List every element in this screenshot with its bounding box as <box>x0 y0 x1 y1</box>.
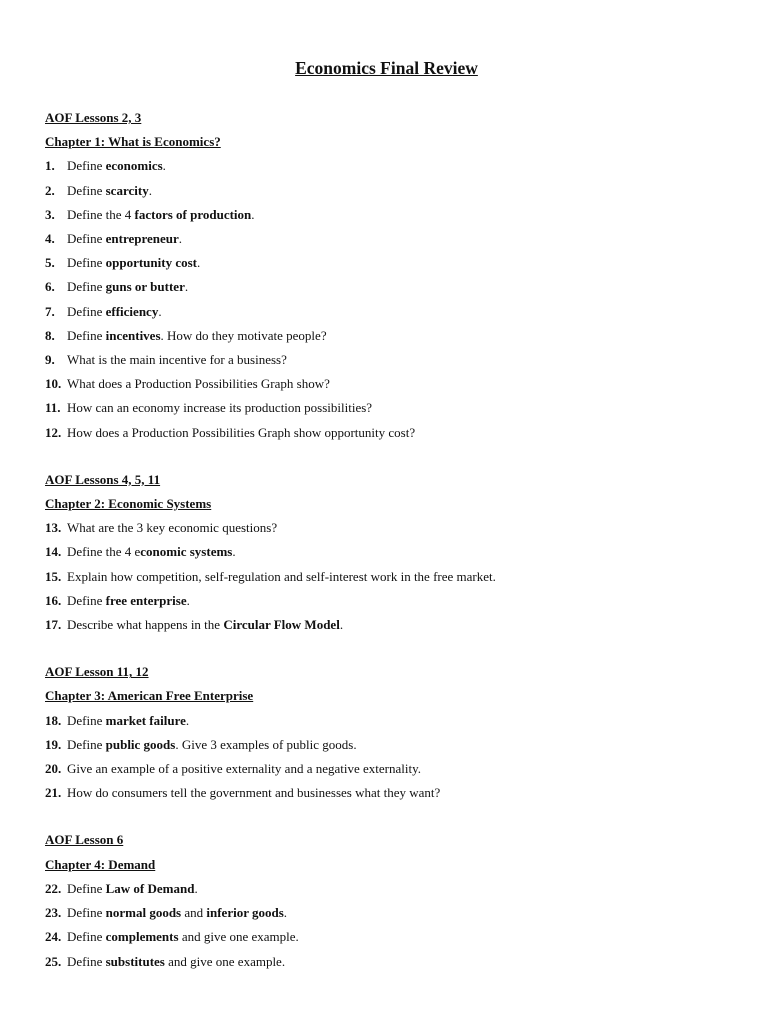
text-segment: . <box>158 303 162 319</box>
text-segment: Define <box>67 929 106 945</box>
question-text <box>67 300 162 324</box>
text-segment: . <box>178 231 183 247</box>
question-text <box>67 421 415 445</box>
question-number: 9. <box>45 352 55 368</box>
question-text <box>67 781 440 805</box>
bold-term: substitutes <box>105 953 165 969</box>
text-segment: Give an example of a positive externality and a negative externality. <box>67 761 421 777</box>
bold-term: scarcity <box>105 182 149 198</box>
bold-term: opportunity cost <box>105 255 197 271</box>
bold-term: entrepreneur <box>105 231 179 247</box>
bold-term: complements <box>105 929 179 945</box>
bold-term: Law of Demand <box>105 880 195 896</box>
text-segment: . <box>197 255 201 271</box>
question-text <box>67 565 496 589</box>
question-text <box>67 275 188 299</box>
question-item <box>45 925 728 949</box>
chapter-heading: Chapter 2: Economic Systems <box>45 496 212 512</box>
question-text <box>67 154 166 178</box>
question-number: 8. <box>45 327 55 343</box>
question-item <box>45 251 728 275</box>
question-number: 10. <box>45 376 62 392</box>
text-segment: Define <box>67 880 106 896</box>
question-item <box>45 203 728 227</box>
text-segment: Define <box>67 158 106 174</box>
question-item <box>45 372 728 396</box>
text-segment: . <box>148 182 152 198</box>
review-section <box>45 660 728 805</box>
question-item <box>45 781 728 805</box>
text-segment: What does a Production Possibilities Graph show? <box>67 376 330 392</box>
review-section <box>45 828 728 973</box>
question-item <box>45 565 728 589</box>
text-segment: . Give 3 examples of public goods. <box>175 736 357 752</box>
question-text <box>67 179 152 203</box>
text-segment: How can an economy increase its production possibilities? <box>67 400 373 416</box>
question-number: 4. <box>45 231 55 247</box>
question-item <box>45 300 728 324</box>
text-segment: . <box>232 544 236 560</box>
chapter-heading: Chapter 1: What is Economics? <box>45 134 221 150</box>
bold-term: conomic systems <box>140 544 233 560</box>
text-segment: Define <box>67 712 106 728</box>
text-segment: . <box>185 712 190 728</box>
question-item <box>45 421 728 445</box>
chapter-heading: Chapter 4: Demand <box>45 856 156 872</box>
lessons-heading: AOF Lesson 11, 12 <box>45 664 149 680</box>
text-segment: and <box>181 905 207 921</box>
text-segment: . <box>162 158 166 174</box>
question-text <box>67 372 330 396</box>
question-text <box>67 925 299 949</box>
question-item <box>45 154 728 178</box>
question-item <box>45 709 728 733</box>
text-segment: and give one example. <box>164 953 286 969</box>
bold-term: efficiency <box>105 303 159 319</box>
question-item <box>45 227 728 251</box>
bold-term: public goods <box>105 736 176 752</box>
question-item <box>45 348 728 372</box>
question-item <box>45 901 728 925</box>
review-section <box>45 468 728 637</box>
question-number: 23. <box>45 905 62 921</box>
text-segment: and give one example. <box>178 929 299 945</box>
question-item <box>45 877 728 901</box>
text-segment: Describe what happens in the <box>67 617 224 633</box>
text-segment: . How do they motivate people? <box>160 327 327 343</box>
question-number: 3. <box>45 206 55 222</box>
bold-term: inferior goods <box>206 905 284 921</box>
lessons-heading: AOF Lessons 2, 3 <box>45 110 142 125</box>
question-number: 11. <box>45 400 61 416</box>
question-number: 15. <box>45 568 62 584</box>
bold-term: factors of production <box>134 206 252 222</box>
question-text <box>67 227 182 251</box>
question-list <box>45 709 728 806</box>
question-text <box>67 396 372 420</box>
question-number: 25. <box>45 953 62 969</box>
question-number: 13. <box>45 520 62 536</box>
question-item <box>45 757 728 781</box>
bold-term: guns or butter <box>105 279 185 295</box>
question-text <box>67 709 189 733</box>
sections-container <box>45 106 728 974</box>
text-segment: Define <box>67 303 106 319</box>
question-text <box>67 516 277 540</box>
text-segment: . <box>339 617 344 633</box>
text-segment: . <box>184 279 189 295</box>
question-list <box>45 877 728 974</box>
question-number: 7. <box>45 303 55 319</box>
bold-term: economics <box>105 158 163 174</box>
text-segment: . <box>251 206 255 222</box>
question-number: 1. <box>45 158 55 174</box>
question-item <box>45 613 728 637</box>
text-segment: Define <box>67 592 106 608</box>
text-segment: Define <box>67 279 106 295</box>
question-number: 17. <box>45 617 62 633</box>
question-number: 22. <box>45 880 62 896</box>
question-text <box>67 203 255 227</box>
text-segment: What is the main incentive for a business? <box>67 352 287 368</box>
text-segment: Define <box>67 327 106 343</box>
question-number: 21. <box>45 785 62 801</box>
question-text <box>67 348 287 372</box>
question-text <box>67 950 285 974</box>
text-segment: Define <box>67 255 106 271</box>
text-segment: Define <box>67 953 106 969</box>
question-item <box>45 324 728 348</box>
bold-term: normal goods <box>105 905 182 921</box>
question-item <box>45 396 728 420</box>
text-segment: Define <box>67 231 106 247</box>
text-segment: Define the 4 e <box>67 544 141 560</box>
question-text <box>67 757 421 781</box>
text-segment: Define <box>67 905 106 921</box>
page-title: Economics Final Review <box>295 58 478 78</box>
question-number: 20. <box>45 761 62 777</box>
text-segment: What are the 3 key economic questions? <box>67 520 278 536</box>
question-number: 18. <box>45 712 62 728</box>
bold-term: Circular Flow Model <box>223 617 340 633</box>
text-segment: . <box>186 592 190 608</box>
question-number: 2. <box>45 182 55 198</box>
question-number: 14. <box>45 544 62 560</box>
question-item <box>45 950 728 974</box>
question-number: 12. <box>45 424 62 440</box>
text-segment: Define <box>67 182 106 198</box>
question-item <box>45 179 728 203</box>
question-item <box>45 733 728 757</box>
question-item <box>45 589 728 613</box>
lessons-heading: AOF Lesson 6 <box>45 832 124 848</box>
text-segment: Explain how competition, self-regulation and self-interest work in the free market. <box>67 568 496 584</box>
question-item <box>45 275 728 299</box>
text-segment: How do consumers tell the government and businesses what they want? <box>67 785 441 801</box>
question-number: 16. <box>45 592 62 608</box>
question-number: 6. <box>45 279 55 295</box>
question-text <box>67 901 287 925</box>
chapter-heading: Chapter 3: American Free Enterprise <box>45 688 254 704</box>
question-text <box>67 733 357 757</box>
question-number: 24. <box>45 929 62 945</box>
bold-term: free enterprise <box>105 592 187 608</box>
question-text <box>67 877 198 901</box>
review-section <box>45 106 728 445</box>
text-segment: . <box>194 880 198 896</box>
question-text <box>67 589 190 613</box>
question-item <box>45 516 728 540</box>
question-item <box>45 540 728 564</box>
text-segment: How does a Production Possibilities Graph show opportunity cost? <box>67 424 416 440</box>
text-segment: Define <box>67 736 106 752</box>
question-text <box>67 251 200 275</box>
question-text <box>67 613 343 637</box>
question-list <box>45 516 728 637</box>
bold-term: incentives <box>105 327 161 343</box>
question-list <box>45 154 728 444</box>
question-number: 19. <box>45 736 62 752</box>
text-segment: . <box>283 905 288 921</box>
question-text <box>67 540 236 564</box>
bold-term: market failure <box>105 712 186 728</box>
question-text <box>67 324 327 348</box>
text-segment: Define the 4 <box>67 206 135 222</box>
lessons-heading: AOF Lessons 4, 5, 11 <box>45 471 161 487</box>
question-number: 5. <box>45 255 55 271</box>
